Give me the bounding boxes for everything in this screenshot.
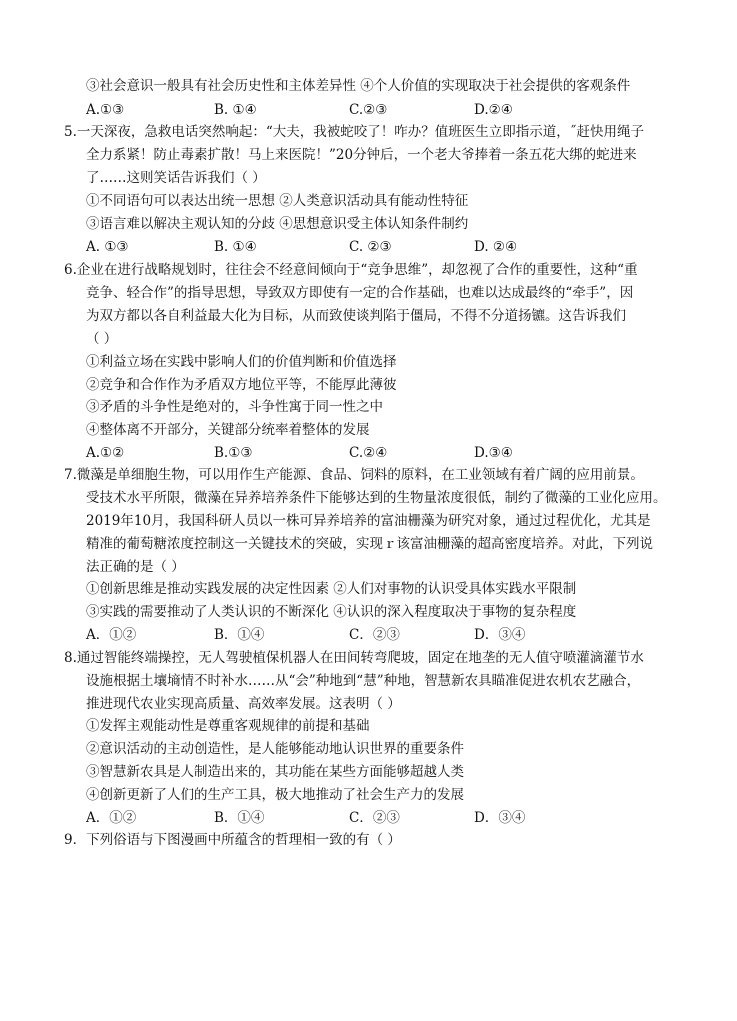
text-line: 全力系紧！防止毒素扩散！马上来医院！”20分钟后，一个老大爷捧着一条五花大绑的蛇进来: [86, 147, 637, 163]
answer-option: B．①④: [214, 627, 265, 643]
answer-option: D.②④: [474, 102, 513, 118]
text-line: 精准的葡萄糖浓度控制这一关键技术的突破，实现ｒ该富油栅藻的超高密度培养。对此，下列说: [86, 536, 653, 552]
text-line: ③社会意识一般具有社会历史性和主体差异性 ④个人价值的实现取决于社会提供的客观条件: [86, 78, 631, 94]
text-line: ③实践的需要推动了人类认识的不断深化 ④认识的深入程度取决于事物的复杂程度: [86, 604, 577, 620]
answer-option: A．①②: [86, 810, 137, 826]
text-line: 2019年10月，我国科研人员以一株可异养培养的富油栅藻为研究对象，通过过程优化，尤其是: [86, 513, 651, 529]
text-line: 推进现代农业实现高质量、高效率发展。这表明（ ）: [86, 696, 401, 712]
text-line: ④创新更新了人们的生产工具，极大地推动了社会生产力的发展: [86, 787, 464, 803]
text-line: ②意识活动的主动创造性，是人能够能动地认识世界的重要条件: [86, 741, 464, 757]
answer-option: D. ②④: [474, 239, 518, 255]
answer-option: C.②③: [349, 102, 388, 118]
answer-option: A.①③: [86, 102, 125, 118]
answer-option: C．②③: [349, 627, 400, 643]
text-line: 6.企业在进行战略规划时，往往会不经意间倾向于“竞争思维”，却忽视了合作的重要性，这种“重: [64, 262, 638, 278]
text-line: 设施根据土壤墒情不时补水……从“会”种地到“慧”种地，智慧新农具瞄准促进农机农艺融合，: [86, 673, 641, 689]
answer-option: A．①②: [86, 627, 137, 643]
text-line: 7.微藻是单细胞生物，可以用作生产能源、食品、饲料的原料，在工业领域有着广阔的应用前景。: [64, 467, 644, 483]
text-line: ①不同语句可以表达出统一思想 ②人类意识活动具有能动性特征: [86, 193, 469, 209]
answer-option: C．②③: [349, 810, 400, 826]
answer-option: D．③④: [474, 627, 526, 643]
text-line: 受技术水平所限，微藻在异养培养条件下能够达到的生物量浓度很低，制约了微藻的工业化应用。: [86, 490, 667, 506]
text-line: 了……这则笑话告诉我们（ ）: [86, 170, 266, 186]
text-line: 竞争、轻合作”的指导思想，导致双方即使有一定的合作基础，也难以达成最终的“牵手”，因: [86, 285, 634, 301]
text-line: ④整体离不开部分，关键部分统率着整体的发展: [86, 422, 370, 438]
text-line: ①发挥主观能动性是尊重客观规律的前提和基础: [86, 718, 370, 734]
text-line: ①创新思维是推动实践发展的决定性因素 ②人们对事物的认识受具体实践水平限制: [86, 581, 577, 597]
answer-option: B.①③: [214, 445, 253, 461]
text-line: 8.通过智能终端操控，无人驾驶植保机器人在田间转弯爬坡，固定在地垄的无人值守喷灌滴灌节水: [64, 650, 644, 666]
text-line: 法正确的是（ ）: [86, 559, 185, 575]
text-line: 5.一天深夜，急救电话突然响起：“大夫，我被蛇咬了！咋办？值班医生立即指示道，˝赶快用绳子: [64, 124, 645, 140]
text-line: 为双方都以各自利益最大化为目标，从而致使谈判陷于僵局，不得不分道扬镳。这告诉我们: [86, 308, 626, 324]
text-line: ①利益立场在实践中影响人们的价值判断和价值选择: [86, 354, 397, 370]
answer-option: B．①④: [214, 810, 265, 826]
answer-option: A.①②: [86, 445, 125, 461]
text-line: （ ）: [86, 331, 118, 347]
answer-option: C. ②③: [349, 239, 392, 255]
text-line: ②竞争和合作作为矛盾双方地位平等，不能厚此薄彼: [86, 377, 397, 393]
answer-option: D.③④: [474, 445, 513, 461]
answer-option: B. ①④: [214, 102, 257, 118]
answer-option: D．③④: [474, 810, 526, 826]
answer-option: B. ①④: [214, 239, 257, 255]
answer-option: C.②④: [349, 445, 388, 461]
text-line: ③语言难以解决主观认知的分歧 ④思想意识受主体认知条件制约: [86, 216, 469, 232]
text-line: 9．下列俗语与下图漫画中所蕴含的哲理相一致的有（ ）: [64, 832, 401, 848]
text-line: ③矛盾的斗争性是绝对的，斗争性寓于同一性之中: [86, 399, 383, 415]
answer-option: A. ①③: [86, 239, 129, 255]
text-line: ③智慧新农具是人制造出来的，其功能在某些方面能够超越人类: [86, 764, 464, 780]
